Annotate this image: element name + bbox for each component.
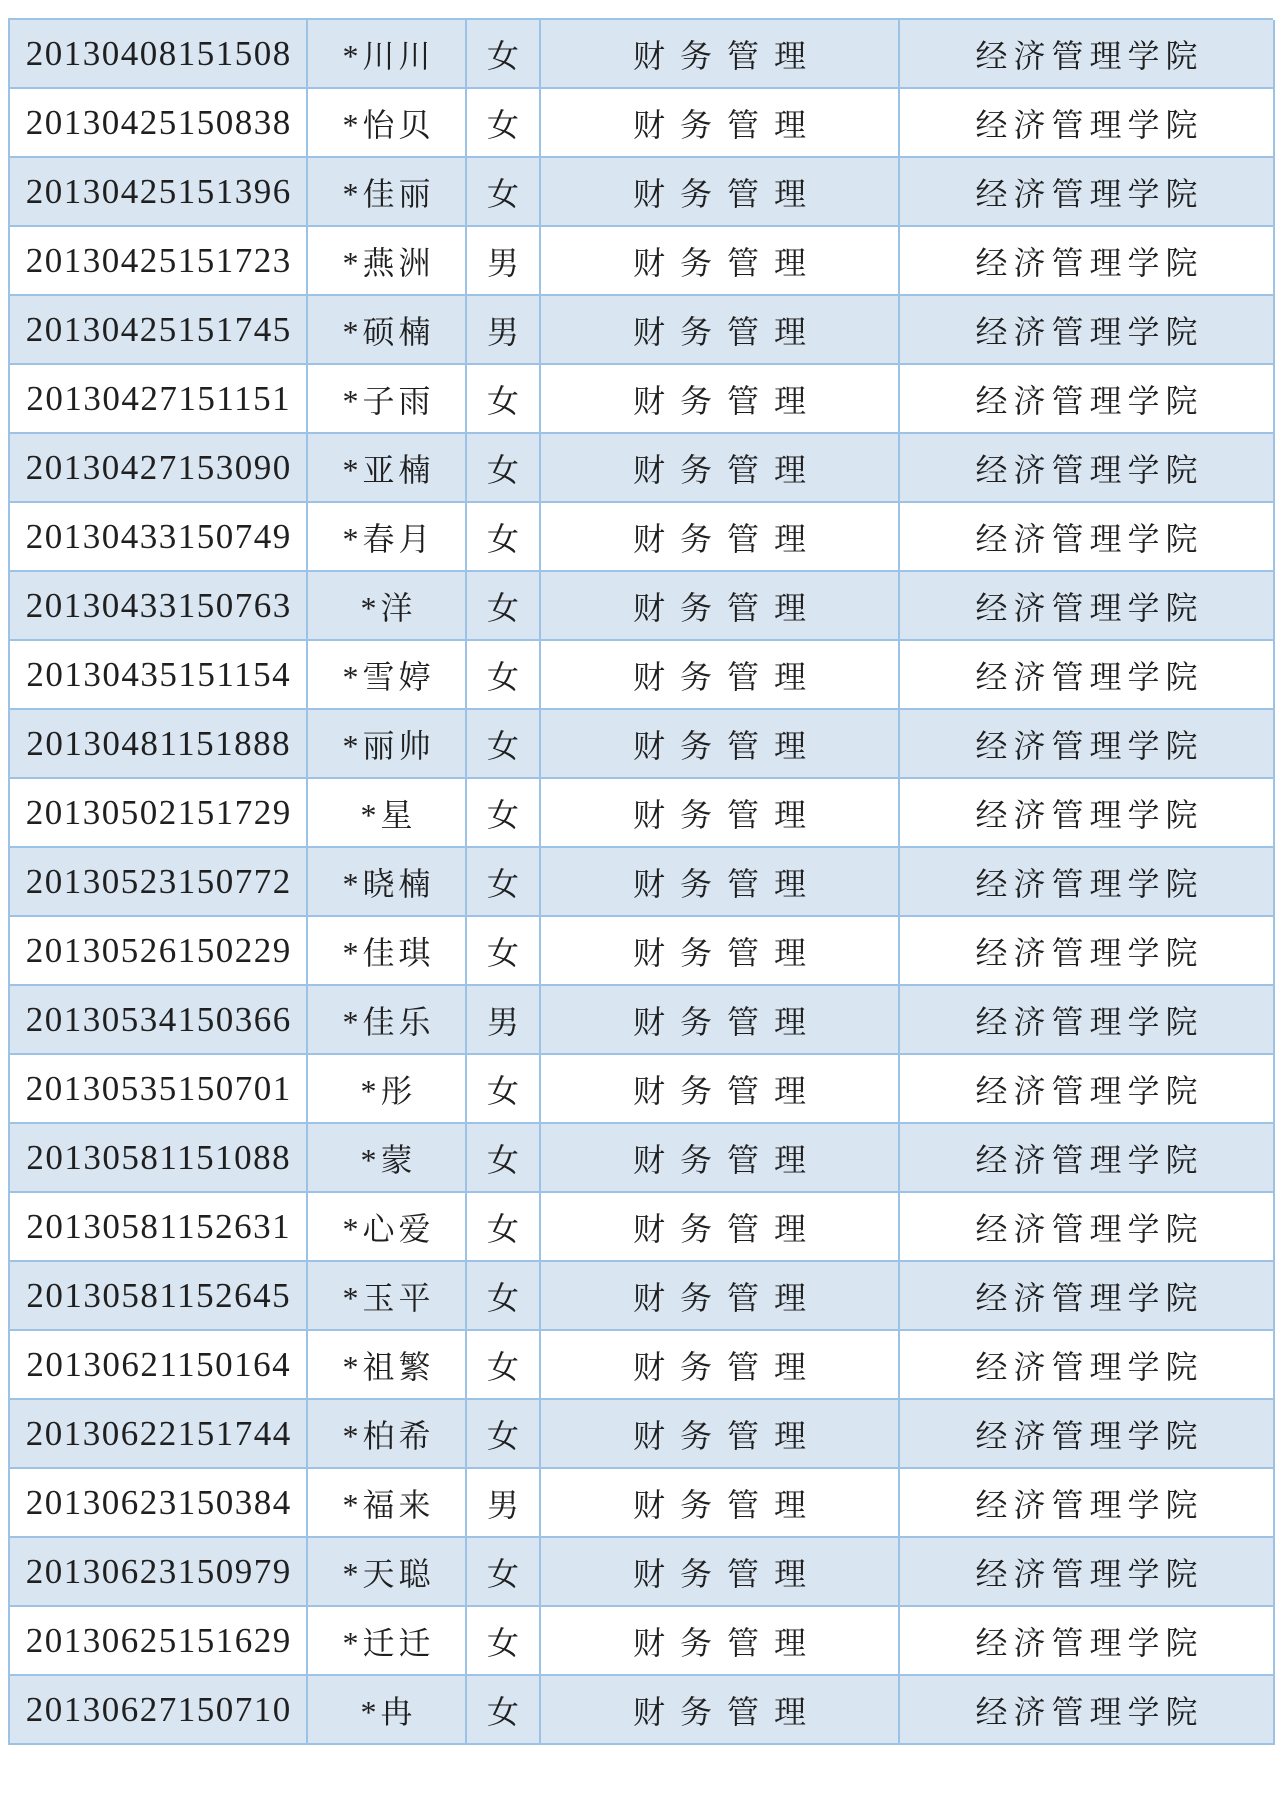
table-cell-major: 财务管理 xyxy=(541,641,900,710)
table-cell-major: 财务管理 xyxy=(541,986,900,1055)
table-cell-id: 20130433150749 xyxy=(10,503,308,572)
table-cell-major: 财务管理 xyxy=(541,503,900,572)
table-cell-gender: 女 xyxy=(467,1676,541,1745)
table-cell-gender: 女 xyxy=(467,1262,541,1331)
table-cell-major: 财务管理 xyxy=(541,296,900,365)
table-cell-name: *心爱 xyxy=(308,1193,467,1262)
table-cell-college: 经济管理学院 xyxy=(900,227,1275,296)
table-cell-major: 财务管理 xyxy=(541,1124,900,1193)
table-cell-id: 20130425151396 xyxy=(10,158,308,227)
table-cell-major: 财务管理 xyxy=(541,848,900,917)
table-cell-college: 经济管理学院 xyxy=(900,158,1275,227)
table-cell-college: 经济管理学院 xyxy=(900,641,1275,710)
table-cell-major: 财务管理 xyxy=(541,1331,900,1400)
table-cell-name: *天聪 xyxy=(308,1538,467,1607)
table-cell-gender: 女 xyxy=(467,20,541,89)
table-cell-name: *硕楠 xyxy=(308,296,467,365)
table-cell-major: 财务管理 xyxy=(541,917,900,986)
table-cell-college: 经济管理学院 xyxy=(900,572,1275,641)
table-cell-name: *星 xyxy=(308,779,467,848)
table-cell-college: 经济管理学院 xyxy=(900,1331,1275,1400)
table-cell-name: *玉平 xyxy=(308,1262,467,1331)
table-cell-major: 财务管理 xyxy=(541,1400,900,1469)
table-cell-name: *迁迁 xyxy=(308,1607,467,1676)
table-cell-name: *春月 xyxy=(308,503,467,572)
table-cell-gender: 女 xyxy=(467,503,541,572)
table-cell-major: 财务管理 xyxy=(541,710,900,779)
table-cell-college: 经济管理学院 xyxy=(900,710,1275,779)
table-cell-major: 财务管理 xyxy=(541,158,900,227)
table-cell-id: 20130581152645 xyxy=(10,1262,308,1331)
table-cell-name: *彤 xyxy=(308,1055,467,1124)
student-roster-table xyxy=(8,18,1273,1745)
table-cell-id: 20130481151888 xyxy=(10,710,308,779)
table-cell-gender: 女 xyxy=(467,1055,541,1124)
table-cell-name: *柏希 xyxy=(308,1400,467,1469)
table-cell-gender: 女 xyxy=(467,848,541,917)
table-cell-gender: 女 xyxy=(467,572,541,641)
table-cell-gender: 女 xyxy=(467,434,541,503)
table-cell-college: 经济管理学院 xyxy=(900,1469,1275,1538)
table-cell-college: 经济管理学院 xyxy=(900,1055,1275,1124)
table-cell-college: 经济管理学院 xyxy=(900,917,1275,986)
table-cell-gender: 女 xyxy=(467,1193,541,1262)
table-cell-college: 经济管理学院 xyxy=(900,503,1275,572)
table-cell-college: 经济管理学院 xyxy=(900,434,1275,503)
table-cell-gender: 女 xyxy=(467,1124,541,1193)
table-cell-major: 财务管理 xyxy=(541,572,900,641)
table-cell-major: 财务管理 xyxy=(541,1607,900,1676)
table-cell-name: *佳丽 xyxy=(308,158,467,227)
table-cell-name: *雪婷 xyxy=(308,641,467,710)
table-cell-gender: 女 xyxy=(467,89,541,158)
table-cell-college: 经济管理学院 xyxy=(900,1676,1275,1745)
table-cell-college: 经济管理学院 xyxy=(900,20,1275,89)
table-cell-college: 经济管理学院 xyxy=(900,1262,1275,1331)
table-cell-major: 财务管理 xyxy=(541,1055,900,1124)
table-cell-id: 20130427153090 xyxy=(10,434,308,503)
table-cell-gender: 女 xyxy=(467,1538,541,1607)
table-cell-major: 财务管理 xyxy=(541,227,900,296)
table-cell-id: 20130427151151 xyxy=(10,365,308,434)
table-cell-id: 20130625151629 xyxy=(10,1607,308,1676)
table-cell-college: 经济管理学院 xyxy=(900,779,1275,848)
table-cell-name: *蒙 xyxy=(308,1124,467,1193)
table-cell-gender: 男 xyxy=(467,296,541,365)
table-cell-name: *祖繁 xyxy=(308,1331,467,1400)
table-cell-id: 20130425150838 xyxy=(10,89,308,158)
table-cell-college: 经济管理学院 xyxy=(900,1400,1275,1469)
table-cell-name: *怡贝 xyxy=(308,89,467,158)
table-cell-name: *洋 xyxy=(308,572,467,641)
table-cell-major: 财务管理 xyxy=(541,1262,900,1331)
table-cell-major: 财务管理 xyxy=(541,20,900,89)
table-cell-gender: 女 xyxy=(467,710,541,779)
table-cell-id: 20130435151154 xyxy=(10,641,308,710)
table-cell-gender: 男 xyxy=(467,227,541,296)
table-cell-major: 财务管理 xyxy=(541,434,900,503)
table-cell-name: *亚楠 xyxy=(308,434,467,503)
table-cell-college: 经济管理学院 xyxy=(900,1124,1275,1193)
table-cell-id: 20130433150763 xyxy=(10,572,308,641)
table-cell-college: 经济管理学院 xyxy=(900,986,1275,1055)
table-cell-id: 20130623150979 xyxy=(10,1538,308,1607)
table-cell-name: *福来 xyxy=(308,1469,467,1538)
table-cell-major: 财务管理 xyxy=(541,89,900,158)
table-cell-major: 财务管理 xyxy=(541,1676,900,1745)
table-cell-name: *佳乐 xyxy=(308,986,467,1055)
table-cell-gender: 女 xyxy=(467,365,541,434)
table-cell-gender: 女 xyxy=(467,1607,541,1676)
table-cell-id: 20130502151729 xyxy=(10,779,308,848)
table-cell-id: 20130581151088 xyxy=(10,1124,308,1193)
table-cell-college: 经济管理学院 xyxy=(900,1607,1275,1676)
table-cell-major: 财务管理 xyxy=(541,365,900,434)
table-cell-id: 20130523150772 xyxy=(10,848,308,917)
table-cell-name: *川川 xyxy=(308,20,467,89)
table-cell-id: 20130425151745 xyxy=(10,296,308,365)
table-cell-id: 20130622151744 xyxy=(10,1400,308,1469)
table-cell-id: 20130534150366 xyxy=(10,986,308,1055)
table-cell-name: *丽帅 xyxy=(308,710,467,779)
table-cell-major: 财务管理 xyxy=(541,1193,900,1262)
table-cell-name: *晓楠 xyxy=(308,848,467,917)
table-cell-major: 财务管理 xyxy=(541,779,900,848)
table-cell-college: 经济管理学院 xyxy=(900,365,1275,434)
table-cell-gender: 女 xyxy=(467,1400,541,1469)
table-cell-name: *佳琪 xyxy=(308,917,467,986)
table-cell-college: 经济管理学院 xyxy=(900,848,1275,917)
table-cell-college: 经济管理学院 xyxy=(900,296,1275,365)
table-cell-id: 20130581152631 xyxy=(10,1193,308,1262)
table-cell-college: 经济管理学院 xyxy=(900,1538,1275,1607)
table-cell-major: 财务管理 xyxy=(541,1469,900,1538)
table-cell-id: 20130623150384 xyxy=(10,1469,308,1538)
table-cell-id: 20130526150229 xyxy=(10,917,308,986)
table-cell-id: 20130627150710 xyxy=(10,1676,308,1745)
table-cell-gender: 男 xyxy=(467,986,541,1055)
table-cell-gender: 女 xyxy=(467,158,541,227)
table-cell-id: 20130621150164 xyxy=(10,1331,308,1400)
table-cell-gender: 男 xyxy=(467,1469,541,1538)
table-cell-college: 经济管理学院 xyxy=(900,89,1275,158)
table-cell-id: 20130408151508 xyxy=(10,20,308,89)
table-cell-name: *冉 xyxy=(308,1676,467,1745)
table-cell-gender: 女 xyxy=(467,917,541,986)
table-cell-gender: 女 xyxy=(467,1331,541,1400)
table-cell-id: 20130425151723 xyxy=(10,227,308,296)
table-cell-name: *子雨 xyxy=(308,365,467,434)
table-cell-gender: 女 xyxy=(467,779,541,848)
table-cell-major: 财务管理 xyxy=(541,1538,900,1607)
table-cell-id: 20130535150701 xyxy=(10,1055,308,1124)
table-cell-college: 经济管理学院 xyxy=(900,1193,1275,1262)
table-cell-gender: 女 xyxy=(467,641,541,710)
table-cell-name: *燕洲 xyxy=(308,227,467,296)
